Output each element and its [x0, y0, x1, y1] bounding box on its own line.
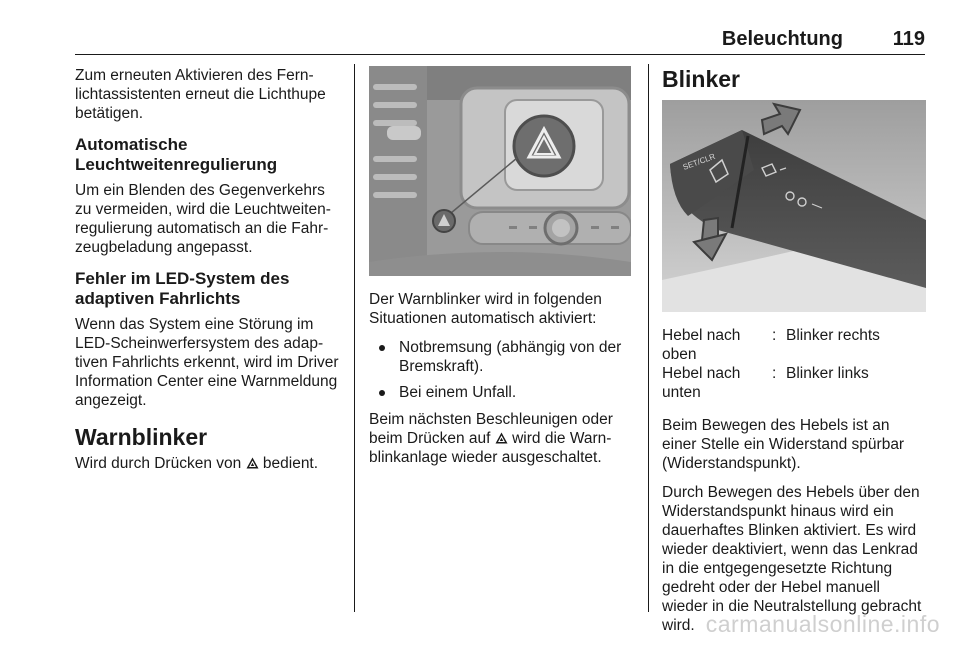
- heading-leuchtweite: Automatische Leuchtweitenregulierung: [75, 135, 278, 174]
- paragraph-leuchtweite: Um ein Blenden des Gegenverkehrs zu vermeiden, wird die Leuchtweitenregulierung automatisch an die Fahrzeugbeladung angepasst.: [75, 182, 331, 256]
- autoactivation-intro: Der Warnblinker wird in folgenden Situationen automatisch aktiviert:: [369, 291, 602, 327]
- watermark: carmanualsonline.info: [705, 611, 940, 637]
- definition-separator: :: [772, 365, 777, 382]
- column-3: [662, 66, 928, 645]
- definition-description: Blinker links: [786, 365, 869, 382]
- table-row: [662, 326, 880, 364]
- table-row: [662, 364, 880, 402]
- lever-definition-table: [662, 326, 880, 402]
- hazard-triangle-icon: [495, 432, 508, 444]
- warn-text-after: bedient.: [262, 455, 319, 472]
- column-divider: [648, 64, 649, 612]
- paragraph-led-fehler: Wenn das System eine Störung im LED-Scheinwerfersystem des adaptiven Fahrlichts erkennt, wird im Driver Information Center eine Warnmeldung angezeigt.: [75, 316, 339, 409]
- autoactivation-list: [369, 338, 635, 402]
- definition-description: Blinker rechts: [786, 327, 880, 344]
- bullet-dot: [379, 390, 385, 396]
- turn-signal-lever-photo: [662, 100, 926, 312]
- paragraph-warnblinker: [75, 454, 343, 473]
- deactivation-paragraph: [369, 410, 635, 467]
- heading-blinker: Blinker: [662, 66, 740, 92]
- list-item: [369, 383, 635, 402]
- hazard-triangle-icon: [246, 457, 259, 469]
- intro-paragraph: Zum erneuten Aktivieren des Fernlichtassistenten erneut die Lichthupe betätigen.: [75, 67, 326, 122]
- deactivation-text-before: Beim nächsten Beschleunigen oder beim Drücken auf: [369, 411, 613, 447]
- set-clr-label: SET/CLR: [681, 151, 717, 172]
- list-item-text: Bei einem Unfall.: [399, 384, 517, 401]
- definition-term: Hebel nach unten: [662, 365, 741, 401]
- definition-separator: :: [772, 327, 777, 344]
- resistance-paragraph: Beim Bewegen des Hebels ist an einer Stelle ein Widerstand spürbar (Widerstandspunkt).: [662, 417, 905, 472]
- heading-led-fehler: Fehler im LED-System des adaptiven Fahrlichts: [75, 269, 290, 308]
- bullet-dot: [379, 345, 385, 351]
- definition-term: Hebel nach oben: [662, 327, 741, 363]
- section-title: Beleuchtung: [721, 28, 843, 50]
- column-2: [369, 66, 635, 477]
- list-item: [369, 338, 635, 376]
- hazard-switch-photo: [369, 66, 631, 276]
- list-item-text: Notbremsung (abhängig von der Bremskraft).: [399, 339, 622, 375]
- continuous-blink-paragraph: Durch Bewegen des Hebels über den Widerstandspunkt hinaus wird ein dauerhaftes Blinken aktiviert. Es wird wieder deaktiviert, wenn das Lenkrad in die entgegengesetzte Richtung gedreht oder der Hebel manuell wieder in die Neutralstellung gebracht wird.: [662, 484, 922, 634]
- heading-warnblinker: Warnblinker: [75, 424, 208, 450]
- column-1: [75, 66, 343, 483]
- warn-text-before: Wird durch Drücken von: [75, 455, 242, 472]
- column-divider: [354, 64, 355, 612]
- deactivation-text-after: wird die Warnblinkanlage wieder ausgeschaltet.: [369, 430, 612, 466]
- page-header: [75, 28, 925, 55]
- page-number: 119: [892, 28, 925, 50]
